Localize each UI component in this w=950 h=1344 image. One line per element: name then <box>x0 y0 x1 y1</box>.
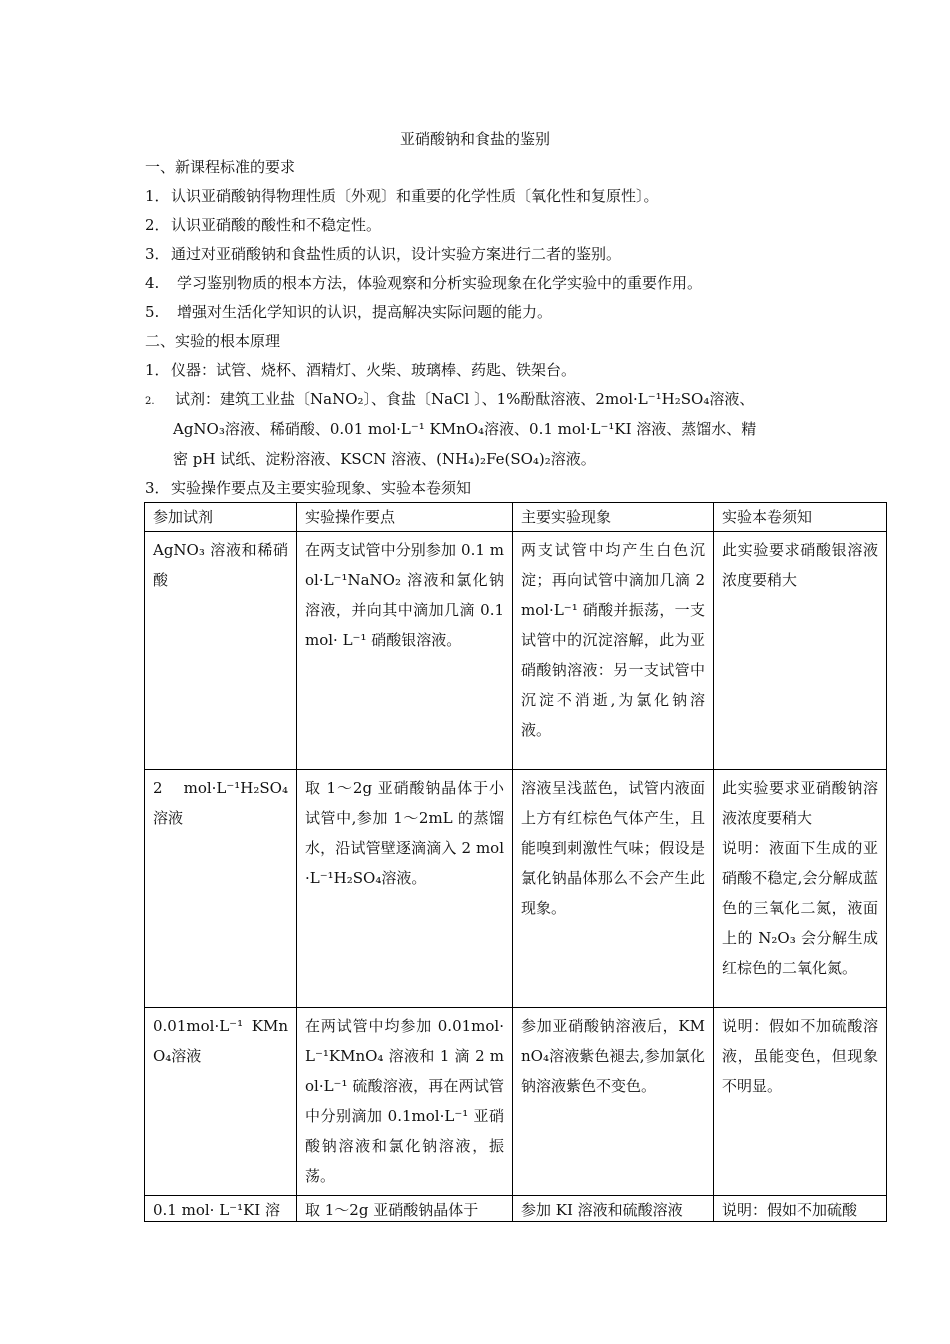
table-cell: 说明：假如不加硫酸溶液，虽能变色，但现象不明显。 <box>714 1008 887 1196</box>
table-cell: 在两试管中均参加 0.01mol·L⁻¹KMnO₄ 溶液和 1 滴 2 mol·L⁻¹ 硫酸溶液，再在两试管中分别滴加 0.1mol·L⁻¹ 亚硝酸钠溶液和氯化钠溶液，振荡。 <box>297 1008 513 1196</box>
table-cell: 参加亚硝酸钠溶液后，KMnO₄溶液紫色褪去,参加氯化钠溶液紫色不变色。 <box>513 1008 714 1196</box>
table-cell: 2 mol·L⁻¹H₂SO₄ 溶液 <box>145 770 297 1008</box>
table-cell: 0.01mol·L⁻¹ KMnO₄溶液 <box>145 1008 297 1196</box>
table-row <box>145 770 887 1008</box>
item-number: 2. <box>145 396 155 407</box>
item-text: 增强对生活化学知识的认识，提高解决实际问题的能力。 <box>177 303 553 321</box>
table-cell: 在两支试管中分别参加 0.1 mol·L⁻¹NaNO₂ 溶液和氯化钠溶液，并向其中滴加几滴 0.1 mol· L⁻¹ 硝酸银溶液。 <box>297 532 513 770</box>
item-text: 仪器：试管、烧杯、酒精灯、火柴、玻璃棒、药匙、铁架台。 <box>171 361 577 379</box>
item-number: 1． <box>145 187 170 205</box>
table-cell: 取 1～2g 亚硝酸钠晶体于 <box>297 1196 513 1222</box>
item-text: 认识亚硝酸的酸性和不稳定性。 <box>171 216 382 234</box>
section2-heading: 二、实验的根本原理 <box>145 332 281 350</box>
item-text: 试剂：建筑工业盐〔NaNO₂〕、食盐〔NaCl 〕、1%酚酞溶液、2mol·L⁻¹H₂SO₄溶液、 <box>175 390 755 408</box>
principle-item-2-line-2: AgNO₃溶液、稀硝酸、0.01 mol·L⁻¹ KMnO₄溶液、0.1 mol·L⁻¹KI 溶液、蒸馏水、精 <box>173 420 757 438</box>
table-header-cell: 实验操作要点 <box>297 503 513 532</box>
table-cell: 此实验要求硝酸银溶液浓度要稍大 <box>714 532 887 770</box>
table-header-cell: 参加试剂 <box>145 503 297 532</box>
table-cell: 此实验要求亚硝酸钠溶液浓度要稍大 说明：液面下生成的亚硝酸不稳定,会分解成蓝色的三氧化二氮，液面上的 N₂O₃ 会分解生成红棕色的二氧化氮。 <box>714 770 887 1008</box>
item-text: 认识亚硝酸钠得物理性质〔外观〕和重要的化学性质〔氧化性和复原性〕。 <box>171 187 659 205</box>
item-text: 实验操作要点及主要实验现象、实验本卷须知 <box>171 479 472 497</box>
table-cell: 参加 KI 溶液和硫酸溶液 <box>513 1196 714 1222</box>
requirement-item-4 <box>145 272 702 293</box>
table-header-cell: 实验本卷须知 <box>714 503 887 532</box>
table-cell: 0.1 mol· L⁻¹KI 溶 <box>145 1196 297 1222</box>
section1-heading: 一、新课程标准的要求 <box>145 158 296 176</box>
item-number: 1． <box>145 361 170 379</box>
principle-item-2 <box>145 388 754 409</box>
requirement-item-2 <box>145 214 381 235</box>
requirement-item-3 <box>145 243 621 264</box>
item-number: 3． <box>145 479 170 497</box>
table-row <box>145 532 887 770</box>
item-text: 学习鉴别物质的根本方法，体验观察和分析实验现象在化学实验中的重要作用。 <box>177 274 703 292</box>
item-text: 通过对亚硝酸钠和食盐性质的认识，设计实验方案进行二者的鉴别。 <box>171 245 622 263</box>
principle-item-2-line-3: 密 pH 试纸、淀粉溶液、KSCN 溶液、(NH₄)₂Fe(SO₄)₂溶液。 <box>173 450 596 468</box>
table-cell: AgNO₃ 溶液和稀硝酸 <box>145 532 297 770</box>
table-row <box>145 1196 887 1222</box>
item-number: 5. <box>145 303 160 321</box>
table-cell: 两支试管中均产生白色沉淀；再向试管中滴加几滴 2 mol·L⁻¹ 硝酸并振荡，一支试管中的沉淀溶解，此为亚硝酸钠溶液：另一支试管中沉淀不消逝,为氯化钠溶液。 <box>513 532 714 770</box>
document-title: 亚硝酸钠和食盐的鉴别 <box>399 130 550 148</box>
item-number: 3． <box>145 245 170 263</box>
experiment-table <box>144 502 887 1222</box>
table-cell: 取 1～2g 亚硝酸钠晶体于小试管中,参加 1～2mL 的蒸馏水，沿试管壁逐滴滴入 2 mol·L⁻¹H₂SO₄溶液。 <box>297 770 513 1008</box>
table-row <box>145 1008 887 1196</box>
item-number: 2． <box>145 216 170 234</box>
table-header-cell: 主要实验现象 <box>513 503 714 532</box>
principle-item-1 <box>145 359 576 380</box>
table-cell: 说明：假如不加硫酸 <box>714 1196 887 1222</box>
table-header-row <box>145 503 887 532</box>
requirement-item-1 <box>145 185 659 206</box>
table-cell: 溶液呈浅蓝色，试管内液面上方有红棕色气体产生，且能嗅到刺激性气味；假设是氯化钠晶体那么不会产生此现象。 <box>513 770 714 1008</box>
requirement-item-5 <box>145 301 552 322</box>
item-number: 4. <box>145 274 160 292</box>
principle-item-3 <box>145 477 471 498</box>
